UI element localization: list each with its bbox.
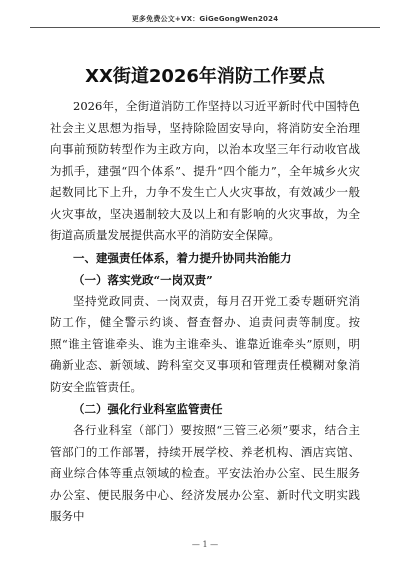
sub-heading-1: （一）落实党政“一岗双责”: [73, 272, 213, 287]
sub-heading-2: （二）强化行业科室监管责任: [73, 402, 223, 416]
sub-paragraph-2: 各行业科室（部门）要按照“三管三必须”要求，结合主管部门的工作部署，持续开展学校、养老机构、酒店宾馆、商业综合体等重点领域的检查。平安法治办公室、民生服务办公室、便民服务中心、经济发展办公室、新时代文明实践服务中: [50, 423, 360, 523]
header-note: 更多免费公文+VX：GiGeGongWen2024: [131, 15, 279, 23]
intro-paragraph: 2026年，全街道消防工作坚持以习近平新时代中国特色社会主义思想为指导，坚持除险固安导向，将消防安全治理向事前预防转型作为主政方向，以治本攻坚三年行动收官战为抓手，建强“四个体系”、提升“四个能力”，全年城乡火灾起数同比下上升，力争不发生亡人火灾事故，有效减少一般火灾事故，坚决遏制较大及以上和有影响的火灾事故，为全街道高质量发展提供高水平的消防安全保障。: [50, 99, 360, 242]
sub-paragraph-1: 坚持党政同责、一岗双责，每月召开党工委专题研究消防工作，健全警示约谈、督查督办、追责问责等制度。按照“谁主管谁牵头、谁为主谁牵头、谁靠近谁牵头”原则，明确新业态、新领域、跨科室交叉事项和管理责任模糊对象消防安全监管责任。: [50, 293, 360, 394]
header-divider: [30, 27, 380, 28]
section-heading-1: 一、建强责任体系，着力提升协同共治能力: [73, 250, 292, 265]
page-number: — 1 —: [191, 540, 219, 549]
document-body: [50, 96, 360, 528]
document-title: XX街道2026年消防工作要点: [85, 66, 325, 87]
